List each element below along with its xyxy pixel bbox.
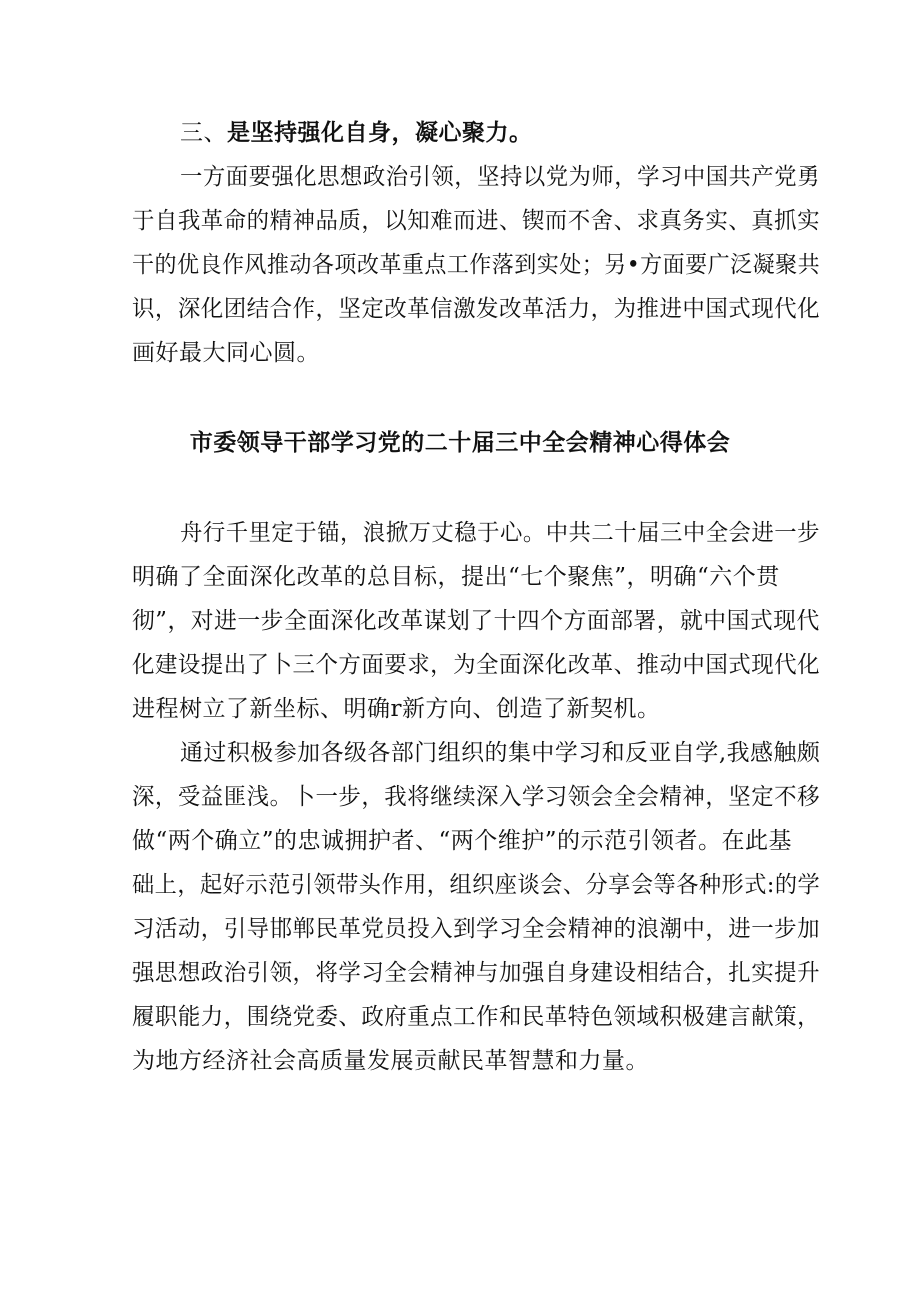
paragraph1-line-1: 舟行千里定于锚，浪掀万丈稳于心。中共二十届三中全会进一步 (180, 520, 820, 546)
paragraph2-line-8: 为地方经济社会高质量发展贡献民革智慧和力量。 (132, 1048, 649, 1074)
paragraph1-line-4: 化建设提出了卜三个方面要求，为全面深化改革、推动中国式现代化 (132, 652, 821, 678)
section-heading (180, 118, 533, 148)
section-line-4: 识，深化团结合作，坚定改革信激发改革活力，为推进中国式现代化 (132, 296, 821, 322)
section-line-3: 干的优良作风推动各项改革重点工作落到实处；另•方面要广泛凝聚共 (132, 252, 821, 278)
paragraph2-line-6: 强思想政治引领，将学习全会精神与加强自身建设相结合，扎实提升 (132, 960, 821, 986)
section-line-2: 于自我革命的精神品质，以知难而进、锲而不舍、求真务实、真抓实 (132, 208, 821, 234)
paragraph2-line-1: 通过积极参加各级各部门组织的集中学习和反亚自学,我感触颇 (180, 740, 821, 766)
paragraph2-line-7: 履职能力，围绕党委、政府重点工作和民革特色领域积极建言献策， (132, 1004, 821, 1030)
paragraph2-line-4: 础上，起好示范引领带头作用，组织座谈会、分享会等各种形式:的学 (132, 872, 821, 898)
paragraph1-line-5: 进程树立了新坐标、明确r新方向、创造了新契机。 (132, 696, 661, 722)
section-heading-prefix: 三、 (180, 120, 227, 146)
article-title: 市委领导干部学习党的二十届三中全会精神心得体会 (189, 429, 731, 456)
paragraph2-line-5: 习活动，引导邯郸民革党员投入到学习全会精神的浪潮中，进一步加 (132, 916, 821, 942)
section-line-5: 画好最大同心圆。 (132, 340, 320, 366)
section-heading-text: 是坚持强化自身，凝心聚力。 (227, 119, 533, 146)
section-line-1: 一方面要强化思想政治引领，坚持以党为师，学习中国共产党勇 (180, 164, 820, 190)
paragraph1-line-2: 明确了全面深化改革的总目标，提出“七个聚焦”，明确“六个贯 (132, 564, 780, 590)
paragraph2-line-3: 做“两个确立”的忠诚拥护者、“两个维护”的示范引领者。在此基 (132, 828, 793, 854)
paragraph1-line-3: 彻”，对进一步全面深化改革谋划了十四个方面部署，就中国式现代 (132, 608, 820, 634)
paragraph2-line-2: 深，受益匪浅。卜一步，我将继续深入学习领会全会精神，坚定不移 (132, 784, 821, 810)
